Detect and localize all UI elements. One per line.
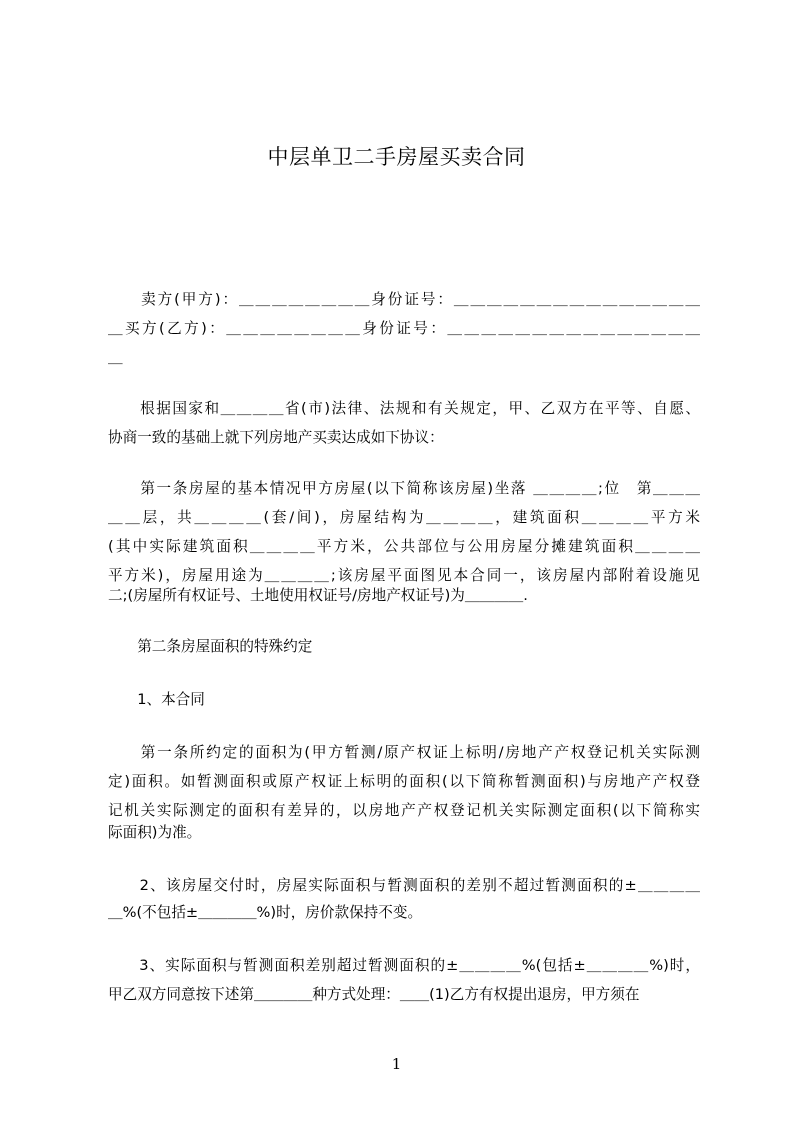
text-line: 际面积)为准。 <box>108 824 202 841</box>
text-line: (其中实际建筑面积＿＿＿＿平方米，公共部位与公用房屋分摊建筑面积＿＿＿＿ <box>108 538 700 555</box>
text-line: ＿ <box>108 349 123 366</box>
text-line: 第一条所约定的面积为(甲方暂测/原产权证上标明/房地产产权登记机关实际测 <box>108 744 700 761</box>
page-number: 1 <box>391 1055 402 1073</box>
section-heading: 第二条房屋面积的特殊约定 <box>108 638 313 655</box>
text-line: 甲乙双方同意按下述第＿＿＿＿种方式处理：＿＿(1)乙方有权提出退房，甲方须在 <box>108 986 640 1003</box>
text-line: 卖方(甲方)：＿＿＿＿＿＿＿＿身份证号：＿＿＿＿＿＿＿＿＿＿＿＿＿＿＿ <box>108 291 700 308</box>
text-line: ＿＿层，共＿＿＿＿(套/间)，房屋结构为＿＿＿＿，建筑面积＿＿＿＿平方米 <box>108 509 700 526</box>
text-line: 2、该房屋交付时，房屋实际面积与暂测面积的差别不超过暂测面积的±＿＿＿＿ <box>108 877 700 894</box>
text-line: 平方米)，房屋用途为＿＿＿＿;该房屋平面图见本合同一，该房屋内部附着设施见 <box>108 567 700 584</box>
text-line: 1、本合同 <box>108 691 205 708</box>
text-line: 3、实际面积与暂测面积差别超过暂测面积的±＿＿＿＿%(包括±＿＿＿＿%)时， <box>108 957 700 974</box>
text-line: 第一条房屋的基本情况甲方房屋(以下简称该房屋)坐落 ＿＿＿＿;位 第＿＿＿ <box>108 480 700 497</box>
page-title: 中层单卫二手房屋买卖合同 <box>267 145 526 169</box>
text-line: 根据国家和＿＿＿＿省(市)法律、法规和有关规定，甲、乙双方在平等、自愿、 <box>108 400 700 417</box>
text-line: 记机关实际测定的面积有差异的，以房地产产权登记机关实际测定面积(以下简称实 <box>108 802 700 819</box>
text-line: ＿%(不包括±＿＿＿＿%)时，房价款保持不变。 <box>108 904 423 921</box>
text-line: ＿买方(乙方)：＿＿＿＿＿＿＿＿身份证号：＿＿＿＿＿＿＿＿＿＿＿＿＿＿＿ <box>108 320 700 337</box>
text-line: 协商一致的基础上就下列房地产买卖达成如下协议： <box>108 429 444 446</box>
text-line: 定)面积。如暂测面积或原产权证上标明的面积(以下简称暂测面积)与房地产产权登 <box>108 773 700 790</box>
text-line: 二;(房屋所有权证号、土地使用权证号/房地产权证号)为＿＿＿＿. <box>108 587 528 604</box>
